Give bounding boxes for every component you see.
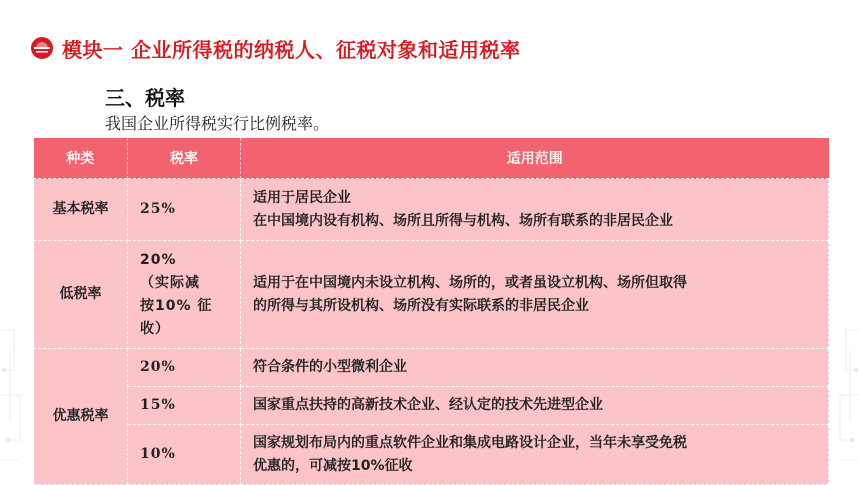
table-row-preferential-2	[34, 387, 829, 425]
kind-cell: 基本税率	[34, 179, 128, 241]
rate-cell: 10%	[128, 425, 241, 485]
module-title: 模块一 企业所得税的纳税人、征税对象和适用税率	[62, 37, 521, 62]
table-row-preferential-1	[34, 349, 829, 387]
rate-line: （实际减	[140, 274, 200, 291]
scope-cell: 国家重点扶持的高新技术企业、经认定的技术先进型企业	[241, 387, 829, 425]
rate-cell: 15%	[128, 387, 241, 425]
scope-line: 的所得与其所设机构、场所没有实际联系的非居民企业	[253, 297, 589, 314]
scope-cell	[241, 179, 829, 241]
scope-line: 在中国境内设有机构、场所且所得与机构、场所有联系的非居民企业	[253, 212, 673, 229]
section-subtitle: 我国企业所得税实行比例税率。	[105, 114, 330, 133]
kind-cell: 低税率	[34, 241, 128, 349]
scope-line: 国家规划布局内的重点软件企业和集成电路设计企业，当年未享受免税	[253, 434, 687, 451]
table-row-low	[34, 241, 829, 349]
column-header-kind: 种类	[34, 138, 128, 179]
module-title-bar	[30, 34, 520, 62]
scope-line: 优惠的，可减按10%征收	[253, 457, 413, 474]
section-heading: 三、税率	[105, 86, 185, 110]
rate-cell: 25%	[128, 179, 241, 241]
scope-cell	[241, 241, 829, 349]
scope-line: 适用于在中国境内未设立机构、场所的，或者虽设立机构、场所但取得	[253, 274, 687, 291]
red-circle-logo-icon	[30, 36, 54, 60]
tax-rate-table	[33, 138, 829, 485]
rate-cell	[128, 241, 241, 349]
column-header-rate: 税率	[128, 138, 241, 179]
column-header-scope: 适用范围	[241, 138, 829, 179]
rate-cell: 20%	[128, 349, 241, 387]
scope-cell	[241, 425, 829, 485]
rate-line: 20%	[140, 251, 177, 268]
scope-line: 适用于居民企业	[253, 189, 351, 206]
scope-cell: 符合条件的小型微利企业	[241, 349, 829, 387]
table-row-preferential-3	[34, 425, 829, 485]
table-header-row	[34, 138, 829, 179]
rate-line: 收）	[140, 320, 170, 337]
table-row-basic	[34, 179, 829, 241]
kind-cell: 优惠税率	[34, 349, 128, 485]
rate-line: 按10% 征	[140, 297, 213, 314]
